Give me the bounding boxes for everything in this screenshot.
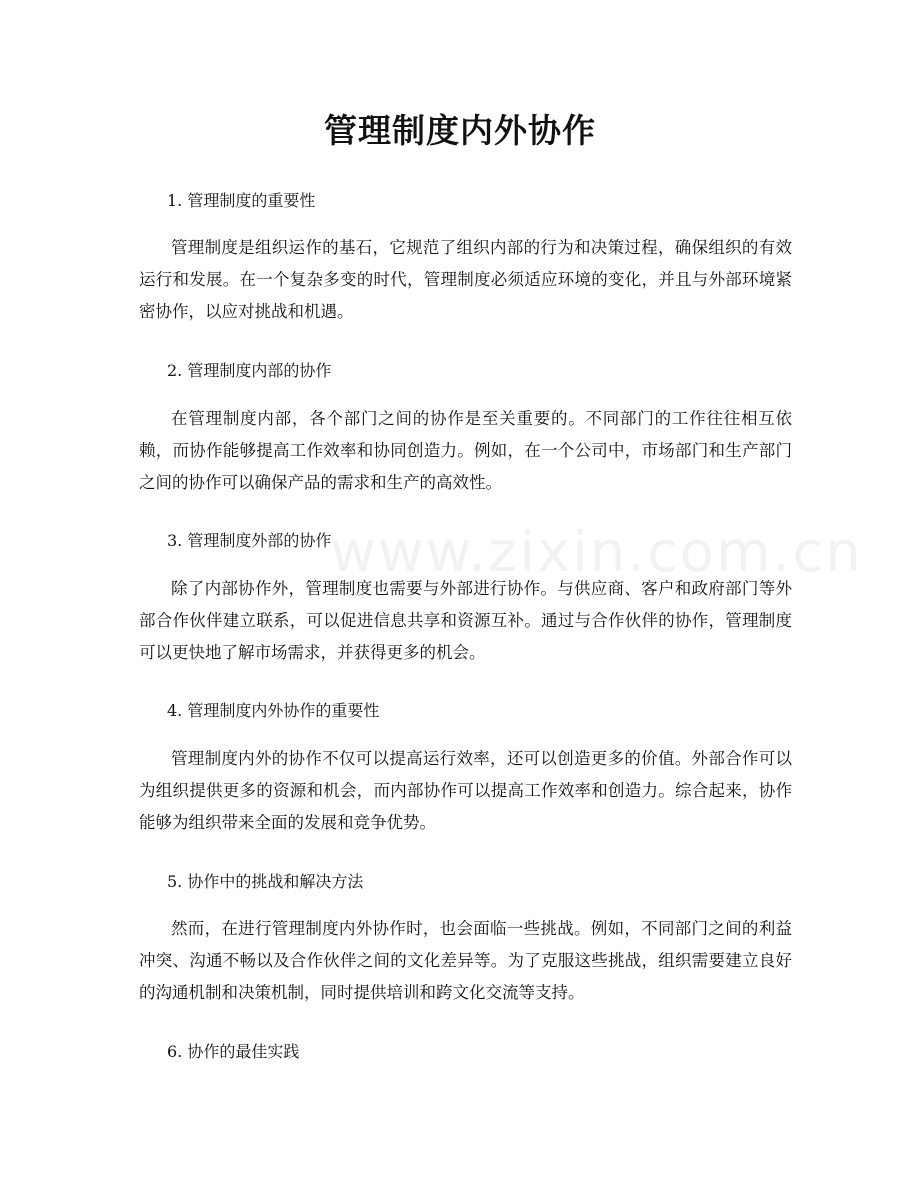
section-paragraph-5: 然而，在进行管理制度内外协作时，也会面临一些挑战。例如，不同部门之间的利益冲突、沟通不畅以及合作伙伴之间的文化差异等。为了克服这些挑战，组织需要建立良好的沟通机制和决策机制，同时提供培训和跨文化交流等支持。 bbox=[139, 919, 792, 1002]
section-paragraph-1: 管理制度是组织运作的基石，它规范了组织内部的行为和决策过程，确保组织的有效运行和发展。在一个复杂多变的时代，管理制度必须适应环境的变化，并且与外部环境紧密协作，以应对挑战和机遇。 bbox=[139, 238, 792, 321]
watermark: www.zixin.com.cn bbox=[330, 520, 863, 585]
section-heading-4: 4. 管理制度内外协作的重要性 bbox=[167, 701, 380, 720]
page-title: 管理制度内外协作 bbox=[324, 111, 596, 150]
section-heading-3: 3. 管理制度外部的协作 bbox=[167, 531, 332, 550]
section-heading-5: 5. 协作中的挑战和解决方法 bbox=[167, 872, 364, 891]
section-paragraph-4: 管理制度内外的协作不仅可以提高运行效率，还可以创造更多的价值。外部合作可以为组织提供更多的资源和机会，而内部协作可以提高工作效率和创造力。综合起来，协作能够为组织带来全面的发展和竞争优势。 bbox=[139, 749, 792, 832]
section-heading-6: 6. 协作的最佳实践 bbox=[167, 1042, 300, 1061]
section-heading-1: 1. 管理制度的重要性 bbox=[167, 191, 316, 210]
section-paragraph-3: 除了内部协作外，管理制度也需要与外部进行协作。与供应商、客户和政府部门等外部合作伙伴建立联系，可以促进信息共享和资源互补。通过与合作伙伴的协作，管理制度可以更快地了解市场需求，并获得更多的机会。 bbox=[139, 579, 792, 662]
section-paragraph-2: 在管理制度内部，各个部门之间的协作是至关重要的。不同部门的工作往往相互依赖，而协作能够提高工作效率和协同创造力。例如，在一个公司中，市场部门和生产部门之间的协作可以确保产品的需求和生产的高效性。 bbox=[139, 409, 792, 492]
section-heading-2: 2. 管理制度内部的协作 bbox=[167, 361, 332, 380]
